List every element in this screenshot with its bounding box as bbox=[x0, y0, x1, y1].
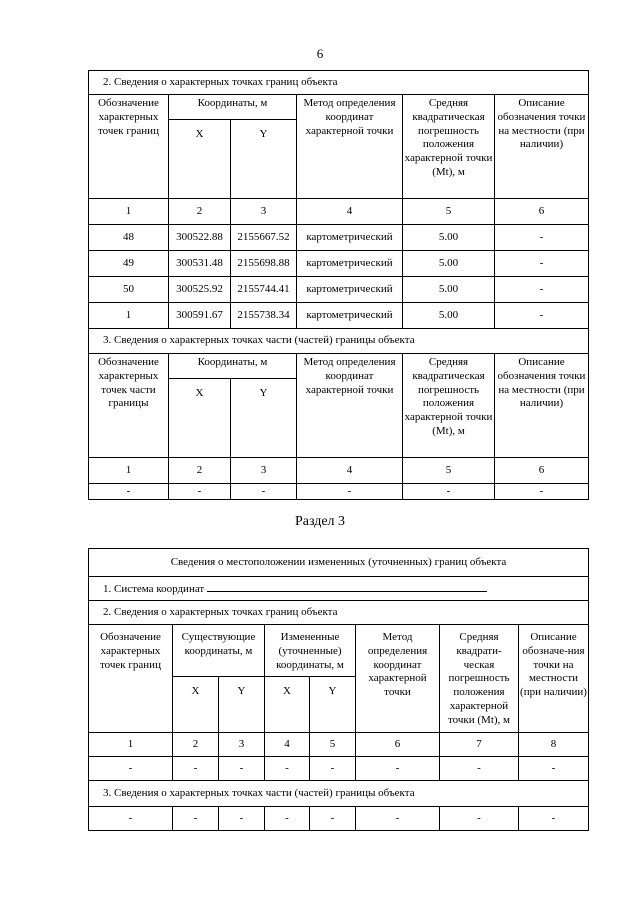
header-designation: Обозначение характерных точек границ bbox=[89, 625, 173, 733]
cell: - bbox=[89, 807, 173, 831]
coord-x: 300591.67 bbox=[169, 303, 231, 329]
section-3-title: 3. Сведения о характерных точках части (частей) границы объекта bbox=[89, 329, 589, 354]
changed-boundaries-table bbox=[88, 548, 589, 831]
col-num: 4 bbox=[297, 199, 403, 225]
header-coordinates: Координаты, м bbox=[169, 95, 297, 120]
col-num: 5 bbox=[310, 733, 356, 757]
col-num: 2 bbox=[169, 199, 231, 225]
col-num: 3 bbox=[231, 199, 297, 225]
header-error: Средняя квадратическая погрешность положения характерной точки (Mt), м bbox=[403, 354, 495, 458]
col-num: 7 bbox=[440, 733, 519, 757]
col-num: 3 bbox=[219, 733, 265, 757]
coordinate-system bbox=[89, 577, 589, 601]
col-num: 6 bbox=[495, 199, 589, 225]
coordinate-system-label: 1. Система координат bbox=[103, 582, 205, 595]
error: 5.00 bbox=[403, 251, 495, 277]
table-row bbox=[89, 251, 589, 277]
header-method: Метод определения координат характерной точки bbox=[297, 354, 403, 458]
col-num: 1 bbox=[89, 458, 169, 484]
header-x: X bbox=[173, 677, 219, 733]
header-changed-coords: Измененные (уточненные) координаты, м bbox=[265, 625, 356, 677]
cell: - bbox=[310, 757, 356, 781]
method: картометрический bbox=[297, 225, 403, 251]
boundary-points-table bbox=[88, 70, 589, 500]
header-designation: Обозначение характерных точек границ bbox=[89, 95, 169, 199]
coord-x: 300531.48 bbox=[169, 251, 231, 277]
point-id: 50 bbox=[89, 277, 169, 303]
cell: - bbox=[265, 807, 310, 831]
column-numbers-row bbox=[89, 733, 589, 757]
description: - bbox=[495, 251, 589, 277]
col-num: 2 bbox=[169, 458, 231, 484]
col-num: 4 bbox=[265, 733, 310, 757]
cell: - bbox=[231, 484, 297, 500]
cell: - bbox=[169, 484, 231, 500]
header-x: X bbox=[265, 677, 310, 733]
point-id: 1 bbox=[89, 303, 169, 329]
header-y: Y bbox=[310, 677, 356, 733]
method: картометрический bbox=[297, 277, 403, 303]
section-2-title: 2. Сведения о характерных точках границ объекта bbox=[89, 601, 589, 625]
col-num: 1 bbox=[89, 199, 169, 225]
col-num: 1 bbox=[89, 733, 173, 757]
point-id: 49 bbox=[89, 251, 169, 277]
header-coordinates: Координаты, м bbox=[169, 354, 297, 379]
header-existing-coords: Существующие координаты, м bbox=[173, 625, 265, 677]
cell: - bbox=[356, 807, 440, 831]
coord-y: 2155738.34 bbox=[231, 303, 297, 329]
col-num: 2 bbox=[173, 733, 219, 757]
cell: - bbox=[519, 757, 589, 781]
header-x: X bbox=[169, 120, 231, 199]
col-num: 3 bbox=[231, 458, 297, 484]
cell: - bbox=[173, 757, 219, 781]
table-row bbox=[89, 807, 589, 831]
col-num: 6 bbox=[356, 733, 440, 757]
header-description: Описание обозначе-ния точки на местности (при наличии) bbox=[519, 625, 589, 733]
coord-x: 300525.92 bbox=[169, 277, 231, 303]
section-3-title: 3. Сведения о характерных точках части (частей) границы объекта bbox=[89, 781, 589, 807]
col-num: 6 bbox=[495, 458, 589, 484]
header-method: Метод определения координат характерной точки bbox=[356, 625, 440, 733]
table-row bbox=[89, 225, 589, 251]
coord-y: 2155744.41 bbox=[231, 277, 297, 303]
header-method: Метод определения координат характерной точки bbox=[297, 95, 403, 199]
coord-x: 300522.88 bbox=[169, 225, 231, 251]
description: - bbox=[495, 303, 589, 329]
cell: - bbox=[265, 757, 310, 781]
cell: - bbox=[297, 484, 403, 500]
coord-y: 2155698.88 bbox=[231, 251, 297, 277]
point-id: 48 bbox=[89, 225, 169, 251]
coord-y: 2155667.52 bbox=[231, 225, 297, 251]
table-row bbox=[89, 277, 589, 303]
table-row bbox=[89, 303, 589, 329]
cell: - bbox=[356, 757, 440, 781]
method: картометрический bbox=[297, 303, 403, 329]
header-x: X bbox=[169, 379, 231, 458]
cell: - bbox=[219, 807, 265, 831]
table-row bbox=[89, 757, 589, 781]
description: - bbox=[495, 225, 589, 251]
cell: - bbox=[440, 807, 519, 831]
col-num: 8 bbox=[519, 733, 589, 757]
cell: - bbox=[519, 807, 589, 831]
coordinate-system-blank bbox=[207, 581, 487, 592]
error: 5.00 bbox=[403, 277, 495, 303]
header-error: Средняя квадратическая погрешность положения характерной точки (Mt), м bbox=[403, 95, 495, 199]
col-num: 4 bbox=[297, 458, 403, 484]
table-row bbox=[89, 484, 589, 500]
cell: - bbox=[89, 757, 173, 781]
page-number: 6 bbox=[316, 46, 324, 61]
col-num: 5 bbox=[403, 458, 495, 484]
header-y: Y bbox=[231, 379, 297, 458]
table-title: Сведения о местоположении измененных (уточненных) границ объекта bbox=[89, 549, 589, 577]
error: 5.00 bbox=[403, 225, 495, 251]
error: 5.00 bbox=[403, 303, 495, 329]
cell: - bbox=[173, 807, 219, 831]
header-y: Y bbox=[231, 120, 297, 199]
cell: - bbox=[219, 757, 265, 781]
cell: - bbox=[403, 484, 495, 500]
cell: - bbox=[89, 484, 169, 500]
cell: - bbox=[310, 807, 356, 831]
cell: - bbox=[495, 484, 589, 500]
cell: - bbox=[440, 757, 519, 781]
method: картометрический bbox=[297, 251, 403, 277]
header-designation-part: Обозначение характерных точек части границы bbox=[89, 354, 169, 458]
section-2-title: 2. Сведения о характерных точках границ объекта bbox=[89, 71, 589, 95]
header-error: Средняя квадрати-ческая погрешность положения характерной точки (Mt), м bbox=[440, 625, 519, 733]
header-description: Описание обозначения точки на местности (при наличии) bbox=[495, 354, 589, 458]
col-num: 5 bbox=[403, 199, 495, 225]
section-heading: Раздел 3 bbox=[294, 514, 346, 529]
header-y: Y bbox=[219, 677, 265, 733]
description: - bbox=[495, 277, 589, 303]
column-numbers-row bbox=[89, 199, 589, 225]
header-description: Описание обозначения точки на местности (при наличии) bbox=[495, 95, 589, 199]
column-numbers-row bbox=[89, 458, 589, 484]
